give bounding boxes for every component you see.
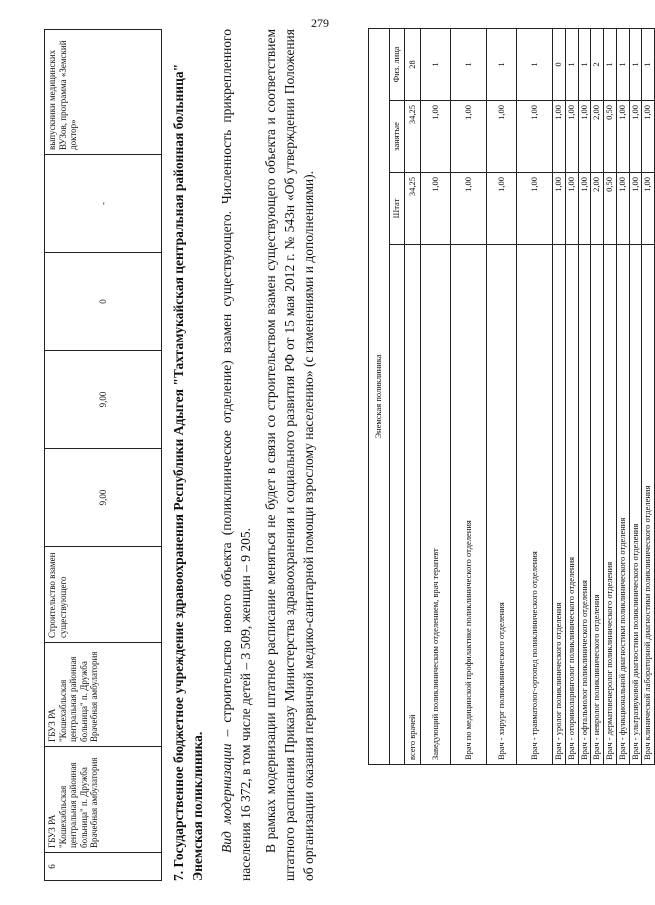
occupied-units-cell: 1,00 xyxy=(421,101,451,173)
occupied-units-cell: 34,25 xyxy=(405,101,421,173)
staff-units-cell: 1,00 xyxy=(517,173,553,245)
table-row xyxy=(616,28,629,764)
table-row xyxy=(604,28,617,764)
rotated-page-content xyxy=(40,25,653,885)
column-header: занятые xyxy=(390,101,405,173)
modernization-type-label: Вид модернизации xyxy=(219,743,234,853)
table-row xyxy=(421,28,451,764)
page-number: 279 xyxy=(311,16,329,30)
column-header: Штат xyxy=(390,173,405,245)
section-heading: 7. Государственное бюджетное учреждение здравоохранения Республики Адыгея "Тахтамукайская центральная районная больница" Энемская поликлиника. xyxy=(171,63,205,881)
staff-units-cell: 1,00 xyxy=(553,173,566,245)
position-name-cell: Врач клинической лабораторной диагностики поликлинического отделения xyxy=(642,245,655,765)
staff-units-cell: 1,00 xyxy=(642,173,655,245)
table-row xyxy=(553,28,566,764)
occupied-units-cell: 1,00 xyxy=(451,101,487,173)
position-name-cell: Врач - функциональной диагностики поликлинического отделения xyxy=(616,245,629,765)
staff-table xyxy=(368,28,655,765)
table-row xyxy=(45,30,162,881)
organization-cell: ГБУЗ РА "Кошехабльская центральная районная больница" п. Дружба Врачебная амбулатория xyxy=(45,643,162,747)
row-number-cell: 6 xyxy=(45,853,162,881)
staff-table-header-row xyxy=(390,28,405,764)
value-cell: 0 xyxy=(45,253,162,351)
position-name-cell: Врач - офтальмолог поликлинического отделения xyxy=(578,245,591,765)
occupied-units-cell: 1,00 xyxy=(629,101,642,173)
note-cell: выпускники медицинских ВУЗов, программа «Земский доктор» xyxy=(45,30,162,155)
modernization-paragraph xyxy=(218,29,256,881)
value-cell: 9,00 xyxy=(45,449,162,547)
persons-count-cell: 1 xyxy=(578,28,591,100)
persons-count-cell: 1 xyxy=(604,28,617,100)
organization-cell: ГБУЗ РА "Кошехабльская центральная районная больница" п. Дружба Врачебная амбулатория xyxy=(45,747,162,853)
persons-count-cell: 28 xyxy=(405,28,421,100)
persons-count-cell: 1 xyxy=(517,28,553,100)
table-row xyxy=(591,28,604,764)
staff-units-cell: 1,00 xyxy=(616,173,629,245)
staff-units-cell: 1,00 xyxy=(421,173,451,245)
position-name-cell: Врач - травматолог-ортопед поликлинического отделения xyxy=(517,245,553,765)
persons-count-cell: 1 xyxy=(487,28,517,100)
occupied-units-cell: 1,00 xyxy=(578,101,591,173)
staff-units-cell: 1,00 xyxy=(565,173,578,245)
persons-count-cell: 0 xyxy=(553,28,566,100)
column-header xyxy=(390,245,405,765)
staff-units-cell: 34,25 xyxy=(405,173,421,245)
position-name-cell: Врач - уролог поликлинического отделения xyxy=(553,245,566,765)
position-name-cell: Врач - дерматовенеролог поликлинического отделения xyxy=(604,245,617,765)
staff-table-title-row xyxy=(369,28,390,764)
occupied-units-cell: 1,00 xyxy=(517,101,553,173)
table-row xyxy=(405,28,421,764)
table-row xyxy=(451,28,487,764)
occupied-units-cell: 2,00 xyxy=(591,101,604,173)
staff-units-cell: 1,00 xyxy=(451,173,487,245)
position-name-cell: Врач по медицинской профилактике поликлинического отделения xyxy=(451,245,487,765)
staff-units-cell: 1,00 xyxy=(487,173,517,245)
occupied-units-cell: 1,00 xyxy=(616,101,629,173)
position-name-cell: Врач - оториноларинголог поликлинического отделения xyxy=(565,245,578,765)
staffing-paragraph: В рамках модернизации штатное расписание меняться не будет в связи со строительством взамен существующего объекта и соответствием штатного расписания Приказу Министерства здравоохранения и социального развития РФ от 15 мая 2012 г. № 543н «Об утверждении Положения об организации оказания первичной медико-санитарной помощи взрослому населению» (с изменениями и дополнениями). xyxy=(263,29,316,881)
hospital-table xyxy=(44,29,162,881)
persons-count-cell: 1 xyxy=(616,28,629,100)
staff-table-body xyxy=(405,28,655,764)
modernization-type-text: – строительство нового объекта (поликлиническое отделение) взамен существующего. Численность прикрепленного населения 16 372, в том числе детей – 3 509, женщин – 9 205. xyxy=(219,29,253,881)
occupied-units-cell: 1,00 xyxy=(642,101,655,173)
staff-units-cell: 0,50 xyxy=(604,173,617,245)
occupied-units-cell: 1,00 xyxy=(487,101,517,173)
occupied-units-cell: 1,00 xyxy=(565,101,578,173)
activity-cell: Строительство взамен существующего xyxy=(45,547,162,643)
value-cell: 9,00 xyxy=(45,351,162,449)
persons-count-cell: 1 xyxy=(629,28,642,100)
position-name-cell: Врач - хирург поликлинического отделения xyxy=(487,245,517,765)
persons-count-cell: 1 xyxy=(642,28,655,100)
table-row xyxy=(629,28,642,764)
table-row xyxy=(487,28,517,764)
staff-units-cell: 1,00 xyxy=(629,173,642,245)
table-row xyxy=(517,28,553,764)
occupied-units-cell: 0,50 xyxy=(604,101,617,173)
value-cell: - xyxy=(45,155,162,253)
persons-count-cell: 2 xyxy=(591,28,604,100)
position-name-cell: всего врачей xyxy=(405,245,421,765)
table-row xyxy=(642,28,655,764)
position-name-cell: Заведующий поликлиническим отделением, врач терапевт xyxy=(421,245,451,765)
staff-units-cell: 2,00 xyxy=(591,173,604,245)
persons-count-cell: 1 xyxy=(565,28,578,100)
table-row xyxy=(578,28,591,764)
occupied-units-cell: 1,00 xyxy=(553,101,566,173)
persons-count-cell: 1 xyxy=(421,28,451,100)
persons-count-cell: 1 xyxy=(451,28,487,100)
position-name-cell: Врач - невролог поликлинического отделения xyxy=(591,245,604,765)
staff-table-title: Энемская поликлиника xyxy=(369,28,390,764)
column-header: Физ. лица xyxy=(390,28,405,100)
table-row xyxy=(565,28,578,764)
position-name-cell: Врач - ультразвуковой диагностики поликлинического отделения xyxy=(629,245,642,765)
staff-units-cell: 1,00 xyxy=(578,173,591,245)
